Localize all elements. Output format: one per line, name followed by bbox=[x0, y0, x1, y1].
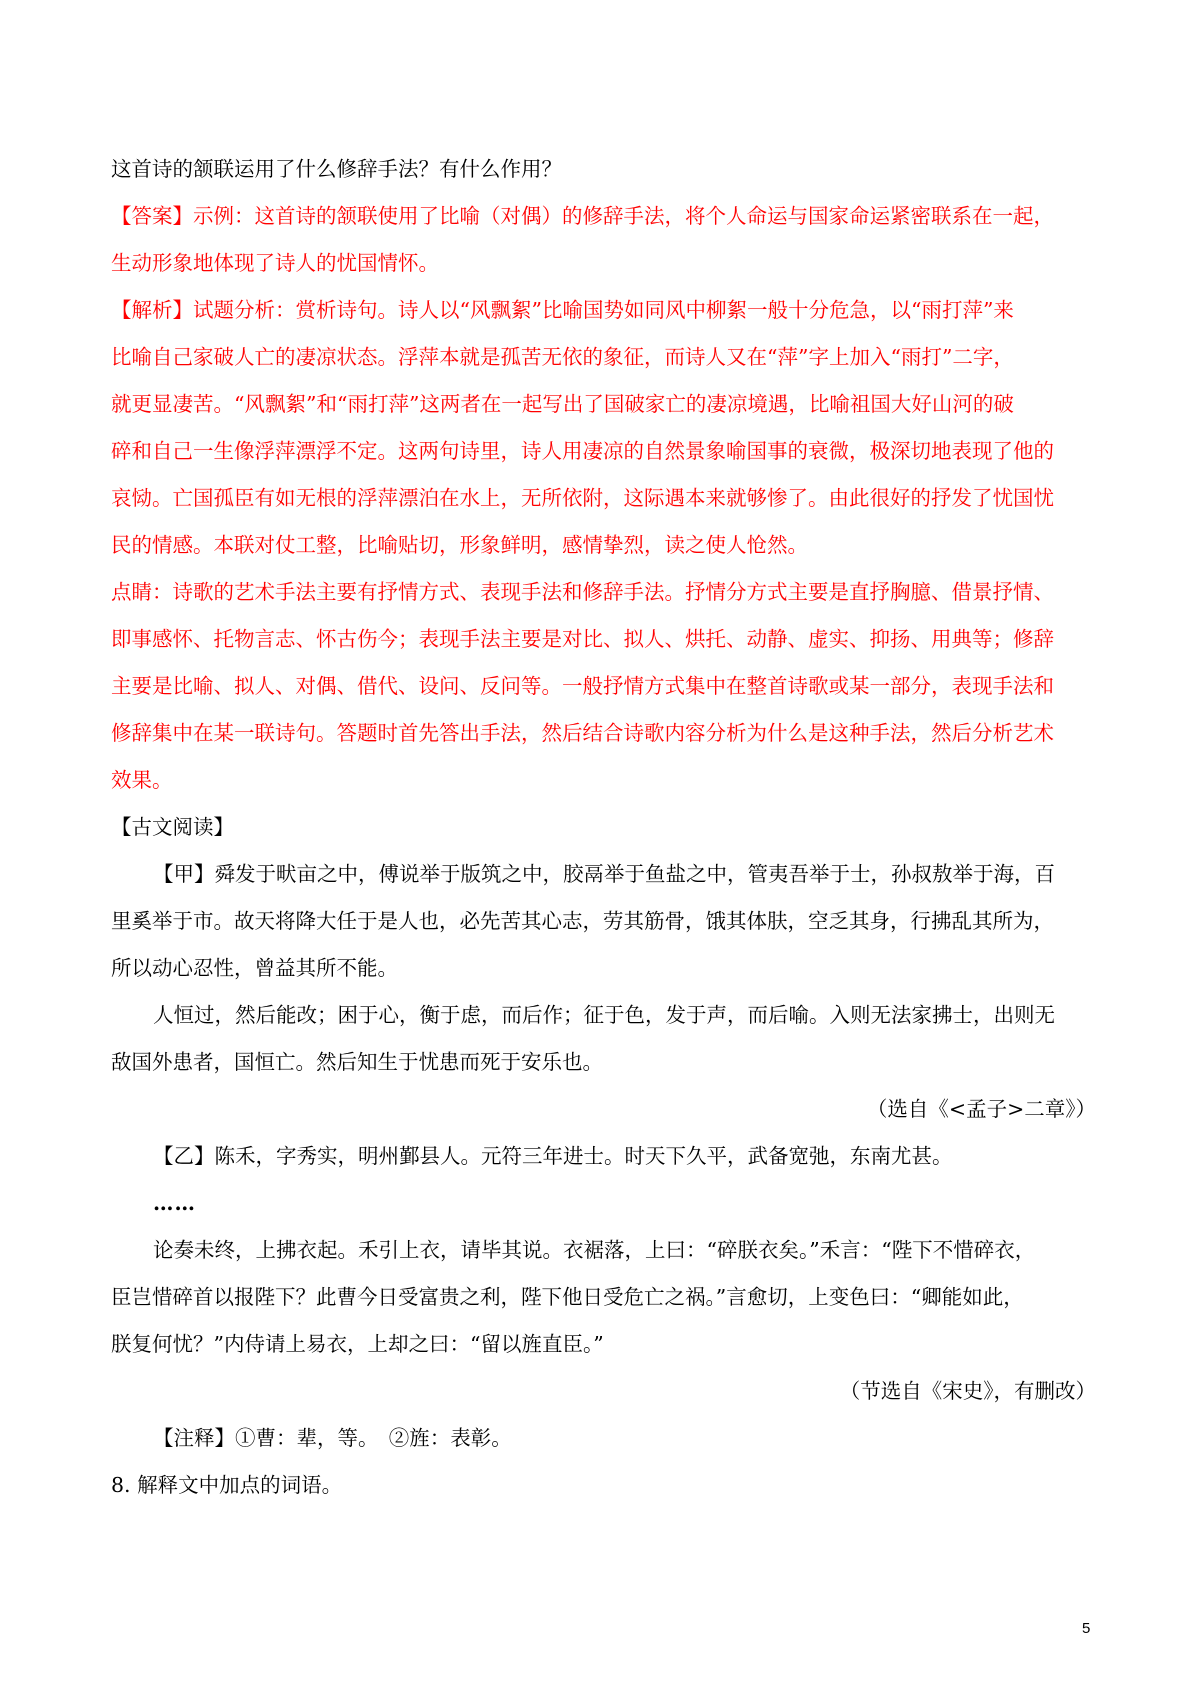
tips-line: 主要是比喻、拟人、对偶、借代、设问、反问等。一般抒情方式集中在整首诗歌或某一部分，表现手法和 bbox=[111, 674, 1054, 698]
passage-yi-source: （节选自《宋史》，有删改） bbox=[839, 1379, 1096, 1403]
page-content bbox=[111, 146, 1096, 1509]
analysis-line: 【解析】试题分析：赏析诗句。诗人以“风飘絮”比喻国势如同风中柳絮一般十分危急，以“雨打萍”来 bbox=[111, 298, 1014, 322]
passage-jia-line: 里奚举于市。故天将降大任于是人也，必先苦其心志，劳其筋骨，饿其体肤，空乏其身，行拂乱其所为， bbox=[111, 909, 1054, 933]
question-text: 这首诗的颔联运用了什么修辞手法？有什么作用？ bbox=[111, 157, 562, 181]
section-title: 【古文阅读】 bbox=[111, 815, 234, 839]
analysis-line: 哀恸。亡国孤臣有如无根的浮萍漂泊在水上，无所依附，这际遇本来就够惨了。由此很好的抒发了忧国忧 bbox=[111, 486, 1054, 510]
passage-jia-line: 敌国外患者，国恒亡。然后知生于忧患而死于安乐也。 bbox=[111, 1050, 603, 1074]
tips-line: 点睛：诗歌的艺术手法主要有抒情方式、表现手法和修辞手法。抒情分方式主要是直抒胸臆、借景抒情、 bbox=[111, 580, 1054, 604]
passage-jia-source: （选自《<孟子>二章》） bbox=[866, 1097, 1096, 1121]
passage-yi-ellipsis: …… bbox=[153, 1191, 196, 1215]
passage-jia-line: 人恒过，然后能改；困于心，衡于虑，而后作；征于色，发于声，而后喻。入则无法家拂士，出则无 bbox=[153, 1003, 1055, 1027]
question-8: 8. 解释文中加点的词语。 bbox=[111, 1473, 343, 1497]
tips-line: 修辞集中在某一联诗句。答题时首先答出手法，然后结合诗歌内容分析为什么是这种手法，然后分析艺术 bbox=[111, 721, 1054, 745]
analysis-line: 民的情感。本联对仗工整，比喻贴切，形象鲜明，感情挚烈，读之使人怆然。 bbox=[111, 533, 808, 557]
passage-yi bbox=[111, 1133, 1096, 1415]
passage-yi-line: 论奏未终，上拂衣起。禾引上衣，请毕其说。衣裾落，上曰：“碎朕衣矣。”禾言：“陛下不惜碎衣， bbox=[153, 1238, 1036, 1262]
analysis-line: 碎和自己一生像浮萍漂浮不定。这两句诗里，诗人用凄凉的自然景象喻国事的衰微，极深切地表现了他的 bbox=[111, 439, 1054, 463]
answer-line: 【答案】示例：这首诗的颔联使用了比喻（对偶）的修辞手法，将个人命运与国家命运紧密联系在一起， bbox=[111, 204, 1054, 228]
passage-yi-line: 臣岂惜碎首以报陛下？此曹今日受富贵之利，陛下他日受危亡之祸。”言愈切，上变色曰：“卿能如此， bbox=[111, 1285, 1024, 1309]
tips-line: 即事感怀、托物言志、怀古伤今；表现手法主要是对比、拟人、烘托、动静、虚实、抑扬、用典等；修辞 bbox=[111, 627, 1054, 651]
analysis-line: 比喻自己家破人亡的凄凉状态。浮萍本就是孤苦无依的象征，而诗人又在“萍”字上加入“雨打”二字， bbox=[111, 345, 1014, 369]
tips-line: 效果。 bbox=[111, 768, 173, 792]
passage-yi-line: 朕复何忧？”内侍请上易衣，上却之曰：“留以旌直臣。” bbox=[111, 1332, 604, 1356]
passage-yi-line: 【乙】陈禾，字秀实，明州鄞县人。元符三年进士。时天下久平，武备宽弛，东南尤甚。 bbox=[153, 1144, 953, 1168]
passage-jia-line: 所以动心忍性，曾益其所不能。 bbox=[111, 956, 398, 980]
answer-line: 生动形象地体现了诗人的忧国情怀。 bbox=[111, 251, 439, 275]
tips-block bbox=[111, 569, 1096, 804]
passage-jia-line: 【甲】舜发于畎亩之中，傅说举于版筑之中，胶鬲举于鱼盐之中，管夷吾举于士，孙叔敖举于海，百 bbox=[153, 862, 1055, 886]
passage-jia bbox=[111, 851, 1096, 1133]
page-number: 5 bbox=[1082, 1620, 1091, 1637]
notes-text: 【注释】①曹：辈，等。 ②旌：表彰。 bbox=[153, 1426, 512, 1450]
analysis-line: 就更显凄苦。“风飘絮”和“雨打萍”这两者在一起写出了国破家亡的凄凉境遇，比喻祖国大好山河的破 bbox=[111, 392, 1014, 416]
analysis-block bbox=[111, 287, 1096, 569]
answer-block bbox=[111, 193, 1096, 287]
